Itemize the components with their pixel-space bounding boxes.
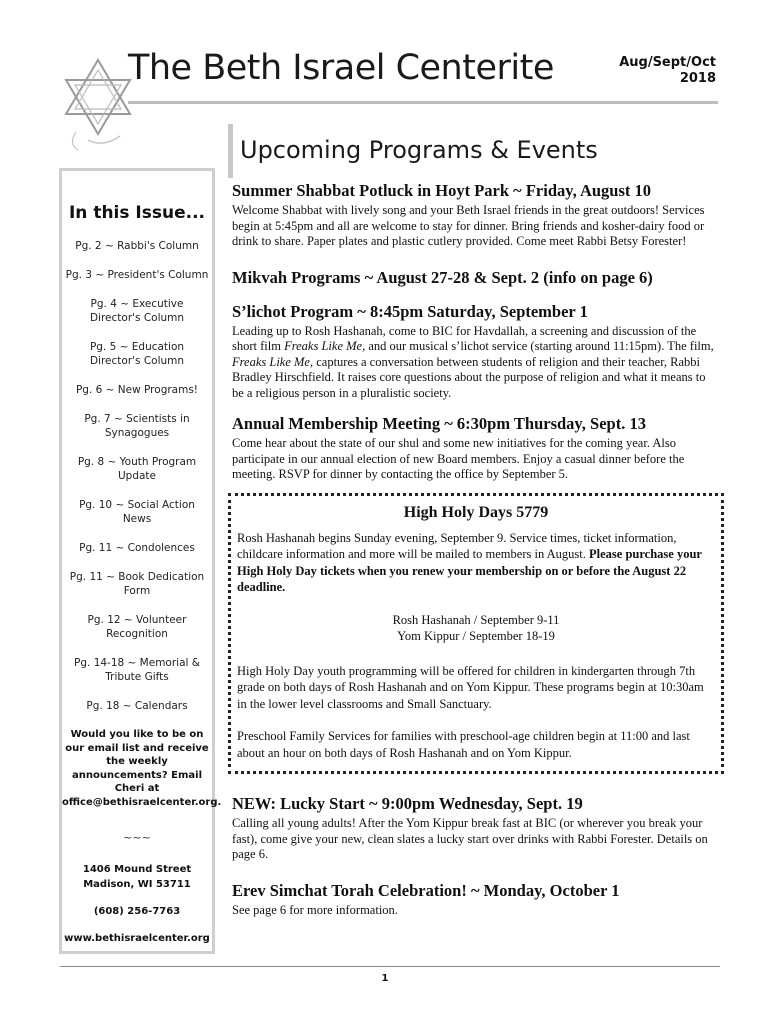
address-line-2: Madison, WI 53711 <box>83 879 191 890</box>
toc-item: Pg. 3 ~ President's Column <box>65 269 209 281</box>
masthead-rule <box>128 101 718 104</box>
events-column <box>232 181 720 918</box>
sidebar-heading: In this Issue... <box>68 203 205 223</box>
star-of-david-logo <box>58 52 138 152</box>
hhd-date-rosh-hashanah: Rosh Hashanah / September 9-11 <box>392 612 560 627</box>
event-heading-lucky-start: NEW: Lucky Start ~ 9:00pm Wednesday, Sept. 19 <box>232 794 583 813</box>
toc-item: Pg. 11 ~ Condolences <box>79 542 195 554</box>
hhd-preschool-services: Preschool Family Services for families with preschool-age children begin at 11:00 and last about an hour on both days of Rosh Hashanah and on Yom Kippur. <box>237 729 690 760</box>
toc-item: Pg. 4 ~ Executive Director's Column <box>89 298 185 324</box>
sidebar-in-this-issue <box>59 168 222 954</box>
event-body-potluck: Welcome Shabbat with lively song and your Beth Israel friends in the great outdoors! Services begin at 5:45pm and all are welcome to stay for dinner. Bring friends and kosher-dairy food or drink to share. Paper plates and plastic cutlery provided. Come meet Rabbi Betsy Forester! <box>232 203 705 248</box>
event-body-membership: Come hear about the state of our shul and some new initiatives for the coming year. Also participate in our annual election of new Board members. Enjoy a casual dinner before the meeting. RSVP for dinner by contacting the office by September 5. <box>232 436 685 481</box>
toc-item: Pg. 5 ~ Education Director's Column <box>89 341 185 367</box>
toc-item: Pg. 8 ~ Youth Program Update <box>77 456 197 482</box>
footer-rule <box>60 966 720 967</box>
slichot-text-b: , and our musical s’lichot service (starting around 11:15pm). The film, <box>362 339 714 353</box>
film-title: Freaks Like Me <box>284 339 363 353</box>
event-heading-membership: Annual Membership Meeting ~ 6:30pm Thursday, Sept. 13 <box>232 414 646 433</box>
toc-item: Pg. 6 ~ New Programs! <box>75 384 199 396</box>
toc-item: Pg. 10 ~ Social Action News <box>79 499 195 525</box>
high-holy-days-intro <box>237 530 715 596</box>
issue-date <box>619 55 716 87</box>
toc-item: Pg. 7 ~ Scientists in Synagogues <box>84 413 190 439</box>
section-title: Upcoming Programs & Events <box>240 136 598 164</box>
high-holy-days-box <box>228 493 724 775</box>
page-number: 1 <box>381 973 389 984</box>
event-heading-slichot: S’lichot Program ~ 8:45pm Saturday, September 1 <box>232 301 588 321</box>
event-body-slichot <box>232 324 720 402</box>
phone-number: (608) 256-7763 <box>93 906 181 917</box>
sidebar-divider: ~~~ <box>123 831 151 844</box>
issue-months: Aug/Sept/Oct <box>619 55 716 70</box>
email-list-promo: Would you like to be on our email list and receive the weekly announcements? Email Cheri at office@bethisraelcenter.org. <box>62 729 222 808</box>
newsletter-title: The Beth Israel Centerite <box>128 48 554 88</box>
event-heading-simchat-torah: Erev Simchat Torah Celebration! ~ Monday, October 1 <box>232 880 620 900</box>
section-bar <box>228 124 233 178</box>
hhd-youth-programming: High Holy Day youth programming will be offered for children in kindergarten through 7th grade on both days of Rosh Hashanah and on Yom Kippur. These programs begin at 10:30am in the lower level classrooms and Small Sanctuary. <box>237 663 704 711</box>
toc-item: Pg. 18 ~ Calendars <box>86 700 188 712</box>
event-heading-mikvah: Mikvah Programs ~ August 27-28 & Sept. 2 (info on page 6) <box>232 267 653 287</box>
website-link[interactable]: www.bethisraelcenter.org <box>64 933 210 944</box>
toc-item: Pg. 2 ~ Rabbi's Column <box>75 240 199 252</box>
toc-item: Pg. 14-18 ~ Memorial & Tribute Gifts <box>74 657 200 683</box>
high-holy-days-heading: High Holy Days 5779 <box>403 503 549 521</box>
issue-year: 2018 <box>679 71 716 86</box>
slichot-text-c: , captures a conversation between students of religion and their teacher, Rabbi Bradley Hirschfield. It raises core questions about the purpose of religion and what it means to be a religious person in a pluralistic society. <box>232 354 706 400</box>
event-heading-potluck: Summer Shabbat Potluck in Hoyt Park ~ Friday, August 10 <box>232 181 652 200</box>
toc-item: Pg. 12 ~ Volunteer Recognition <box>87 614 187 640</box>
hhd-info: Rosh Hashanah begins Sunday evening, September 9. Service times, ticket information, childcare information and more will be mailed to members in August. <box>237 530 677 561</box>
event-body-simchat-torah: See page 6 for more information. <box>232 902 398 917</box>
event-body-lucky-start: Calling all young adults! After the Yom Kippur break fast at BIC (or wherever you break your fast), come give your new, clean slates a lucky start over drinks with Rabbi Forester. Details on page 6. <box>232 816 708 861</box>
toc-item: Pg. 11 ~ Book Dedication Form <box>69 571 205 597</box>
slichot-text-a: Leading up to Rosh Hashanah, come to BIC for Havdallah, a screening and discussion of the short film <box>232 323 697 353</box>
hhd-ticket-notice: Please purchase your High Holy Day tickets when you renew your membership on or before the August 22 deadline. <box>237 547 702 594</box>
address-line-1: 1406 Mound Street <box>82 864 192 875</box>
hhd-date-yom-kippur: Yom Kippur / September 18-19 <box>397 629 555 643</box>
film-title: Freaks Like Me <box>232 354 310 369</box>
